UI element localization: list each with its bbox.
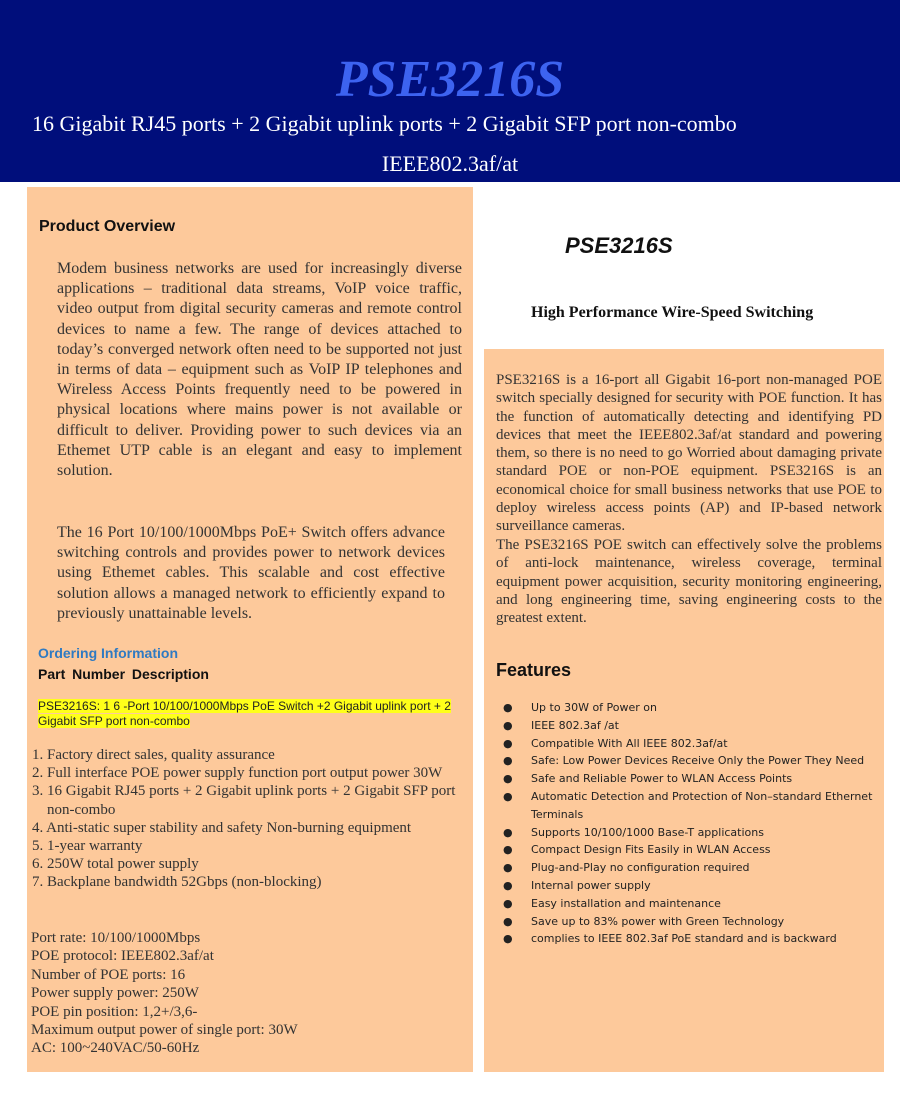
list-item: 7. Backplane bandwidth 52Gbps (non-blocking) xyxy=(32,874,322,891)
bullet-icon: ● xyxy=(503,825,513,839)
spec-line: Number of POE ports: 16 xyxy=(31,966,186,983)
spec-line: POE protocol: IEEE802.3af/at xyxy=(31,948,214,965)
spec-line: Port rate: 10/100/1000Mbps xyxy=(31,930,201,946)
bullet-icon: ● xyxy=(503,932,513,946)
part-line xyxy=(38,699,465,729)
right-tagline: High Performance Wire-Speed Switching xyxy=(531,304,814,321)
bullet-icon: ● xyxy=(503,789,513,803)
spec-list xyxy=(31,929,471,1058)
list-item: 4. Anti-static super stability and safety Non-burning equipment xyxy=(32,819,412,836)
part-number-header: Part Number Description xyxy=(38,666,209,682)
feature-item: ● Plug-and-Play no configuration required xyxy=(496,859,876,877)
list-item: 6. 250W total power supply xyxy=(32,856,199,873)
product-title: PSE3216S xyxy=(335,51,565,108)
feature-item: ● Safe: Low Power Devices Receive Only the Power They Need xyxy=(496,752,876,770)
bullet-icon: ● xyxy=(503,754,513,768)
description-paragraph-1: PSE3216S is a 16-port all Gigabit 16-port non-managed POE switch specially designed for security with POE function. It has the function of automatically detecting and identifying PD devices that meet the IEEE802.3af/at standard and powering them, so there is no need to go Worried about damaging private standard POE or non-POE equipment. PSE3216S is an economical choice for small business networks that use POE to deploy wireless access points (AP) and IP-based network surveillance cameras. xyxy=(496,372,882,535)
bullet-icon: ● xyxy=(503,701,513,714)
list-item: 1. Factory direct sales, quality assurance xyxy=(32,747,275,763)
ordering-title: Ordering Information xyxy=(38,645,178,661)
feature-item: ● Compact Design Fits Easily in WLAN Access xyxy=(496,841,876,859)
feature-item: ● Up to 30W of Power on xyxy=(496,699,876,717)
right-model-title: PSE3216S xyxy=(565,233,673,258)
product-subtitle: 16 Gigabit RJ45 ports + 2 Gigabit uplink ports + 2 Gigabit SFP port non-combo xyxy=(32,111,737,136)
header-banner xyxy=(0,0,900,182)
features-list xyxy=(496,699,876,948)
feature-item: ● Easy installation and maintenance xyxy=(496,895,876,913)
feature-item: ● Save up to 83% power with Green Technology xyxy=(496,913,876,931)
bullet-icon: ● xyxy=(503,878,513,892)
feature-item: ● Compatible With All IEEE 802.3af/at xyxy=(496,735,876,753)
bullet-icon: ● xyxy=(503,914,513,928)
bullet-icon: ● xyxy=(503,736,513,750)
bullet-icon: ● xyxy=(503,843,513,857)
overview-paragraph-1: Modem business networks are used for increasingly diverse applications – traditional data streams, VoIP voice traffic, video output from digital security cameras and remote control devices to name a few. The range of devices attached to today’s converged network often need to be supported not just in terms of data – equipment such as VoIP IP telephones and Wireless Access Points frequently need to be powered in physical locations where mains power is not available or difficult to deliver. Providing power to such devices via an Ethemet UTP cable is an elegant and easy to implement solution. xyxy=(57,260,462,480)
feature-item: ● IEEE 802.3af /at xyxy=(496,717,876,735)
overview-paragraph-2: The 16 Port 10/100/1000Mbps PoE+ Switch offers advance switching controls and provides power to network devices using Ethemet cables. This scalable and cost effective solution allows a managed network to efficiently expand to previously unattainable levels. xyxy=(57,524,445,622)
feature-item: ● complies to IEEE 802.3af PoE standard and is backward xyxy=(496,930,876,948)
feature-item: ● Internal power supply xyxy=(496,877,876,895)
spec-line: AC: 100~240VAC/50-60Hz xyxy=(31,1040,200,1057)
spec-line: POE pin position: 1,2+/3,6- xyxy=(31,1003,198,1020)
list-item: 5. 1-year warranty xyxy=(32,838,143,855)
list-item: 3. 16 Gigabit RJ45 ports + 2 Gigabit uplink ports + 2 Gigabit SFP port non-combo xyxy=(32,783,456,818)
bullet-icon: ● xyxy=(503,861,513,875)
feature-item: ● Safe and Reliable Power to WLAN Access Points xyxy=(496,770,876,788)
bullet-icon: ● xyxy=(503,896,513,910)
overview-title: Product Overview xyxy=(39,218,176,235)
features-title: Features xyxy=(496,660,572,680)
feature-item: ● Supports 10/100/1000 Base-T applications xyxy=(496,824,876,842)
product-standard: IEEE802.3af/at xyxy=(381,151,519,176)
feature-item: ● Automatic Detection and Protection of Non–standard Ethernet Terminals xyxy=(503,789,873,821)
list-item: 2. Full interface POE power supply function port output power 30W xyxy=(32,765,443,782)
bullet-icon: ● xyxy=(503,772,513,786)
part-line-text: PSE3216S: 1 6 -Port 10/100/1000Mbps PoE Switch +2 Gigabit uplink port + 2 Gigabit SFP port non-combo xyxy=(38,699,451,728)
spec-line: Power supply power: 250W xyxy=(31,985,199,1002)
spec-line: Maximum output power of single port: 30W xyxy=(31,1022,298,1039)
numbered-list xyxy=(32,746,472,892)
description-paragraph-2: The PSE3216S POE switch can effectively solve the problems of anti-lock maintenance, wireless coverage, terminal equipment power acquisition, security monitoring engineering, and long engineering time, saving engineering costs to the greatest extent. xyxy=(496,537,882,627)
bullet-icon: ● xyxy=(503,718,513,732)
